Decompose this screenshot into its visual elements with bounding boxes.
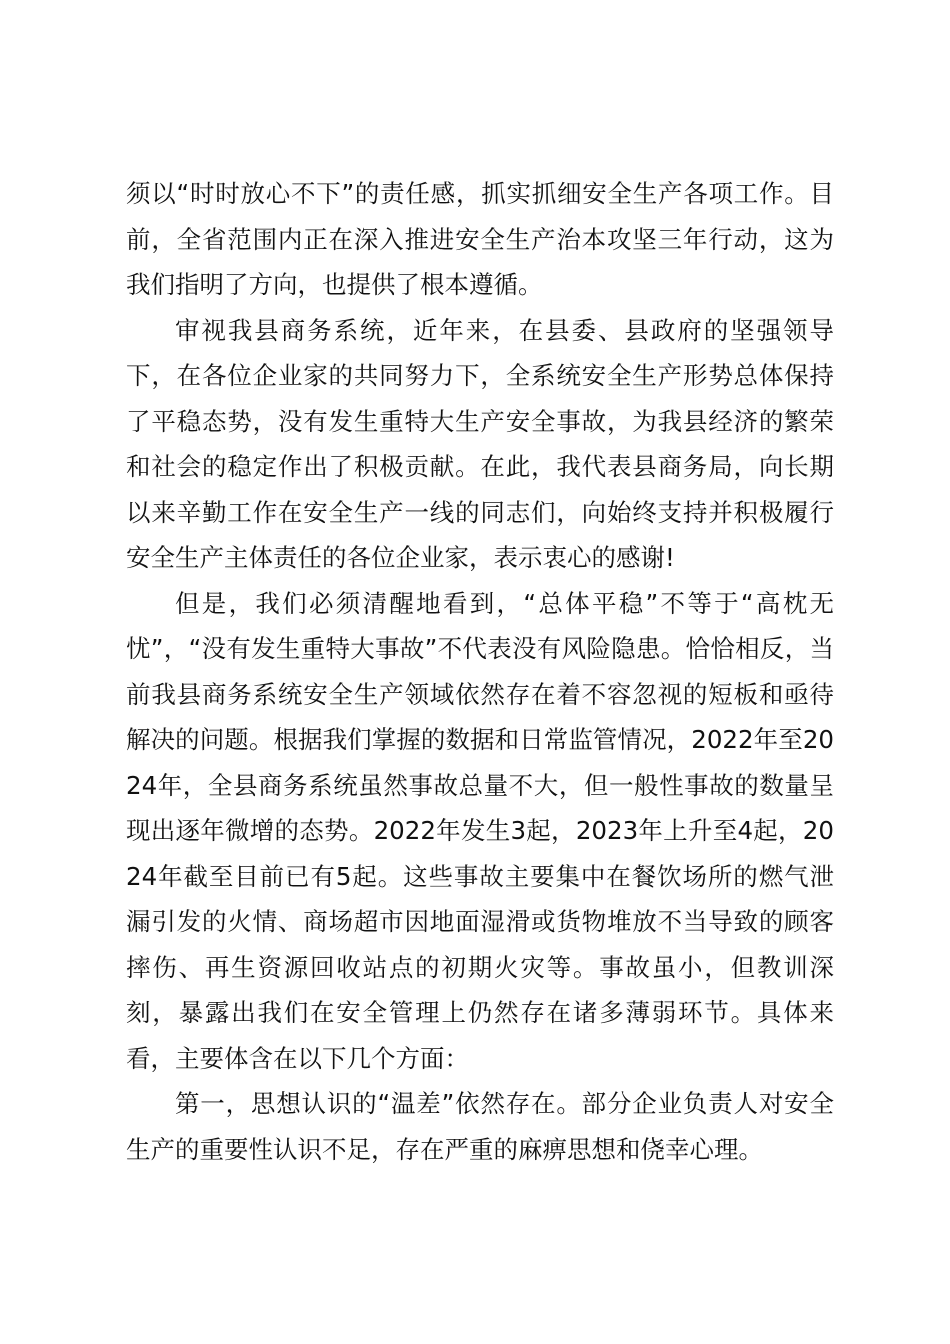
paragraph-1: 须以“时时放心不下”的责任感，抓实抓细安全生产各项工作。目前，全省范围内正在深入推进安全生产治本攻坚三年行动，这为我们指明了方向，也提供了根本遵循。 — [126, 179, 834, 299]
paragraph-4: 第一，思想认识的“温差”依然存在。部分企业负责人对安全生产的重要性认识不足，存在严重的麻痹思想和侥幸心理。 — [126, 1089, 834, 1164]
paragraph-2: 审视我县商务系统，近年来，在县委、县政府的坚强领导下，在各位企业家的共同努力下，全系统安全生产形势总体保持了平稳态势，没有发生重特大生产安全事故，为我县经济的繁荣和社会的稳定作出了积极贡献。在此，我代表县商务局，向长期以来辛勤工作在安全生产一线的同志们，向始终支持并积极履行安全生产主体责任的各位企业家，表示衷心的感谢! — [126, 315, 834, 572]
paragraph-3: 但是，我们必须清醒地看到，“总体平稳”不等于“高枕无忧”，“没有发生重特大事故”不代表没有风险隐患。恰恰相反，当前我县商务系统安全生产领域依然存在着不容忽视的短板和亟待解决的问题。根据我们掌握的数据和日常监管情况，2022年至2024年，全县商务系统虽然事故总量不大，但一般性事故的数量呈现出逐年微增的态势。2022年发生3起，2023年上升至4起，2024年截至目前已有5起。这些事故主要集中在餐饮场所的燃气泄漏引发的火情、商场超市因地面湿滑或货物堆放不当导致的顾客摔伤、再生资源回收站点的初期火灾等。事故虽小，但教训深刻，暴露出我们在安全管理上仍然存在诸多薄弱环节。具体来看，主要体含在以下几个方面： — [126, 588, 834, 1073]
document-body — [126, 171, 834, 1172]
